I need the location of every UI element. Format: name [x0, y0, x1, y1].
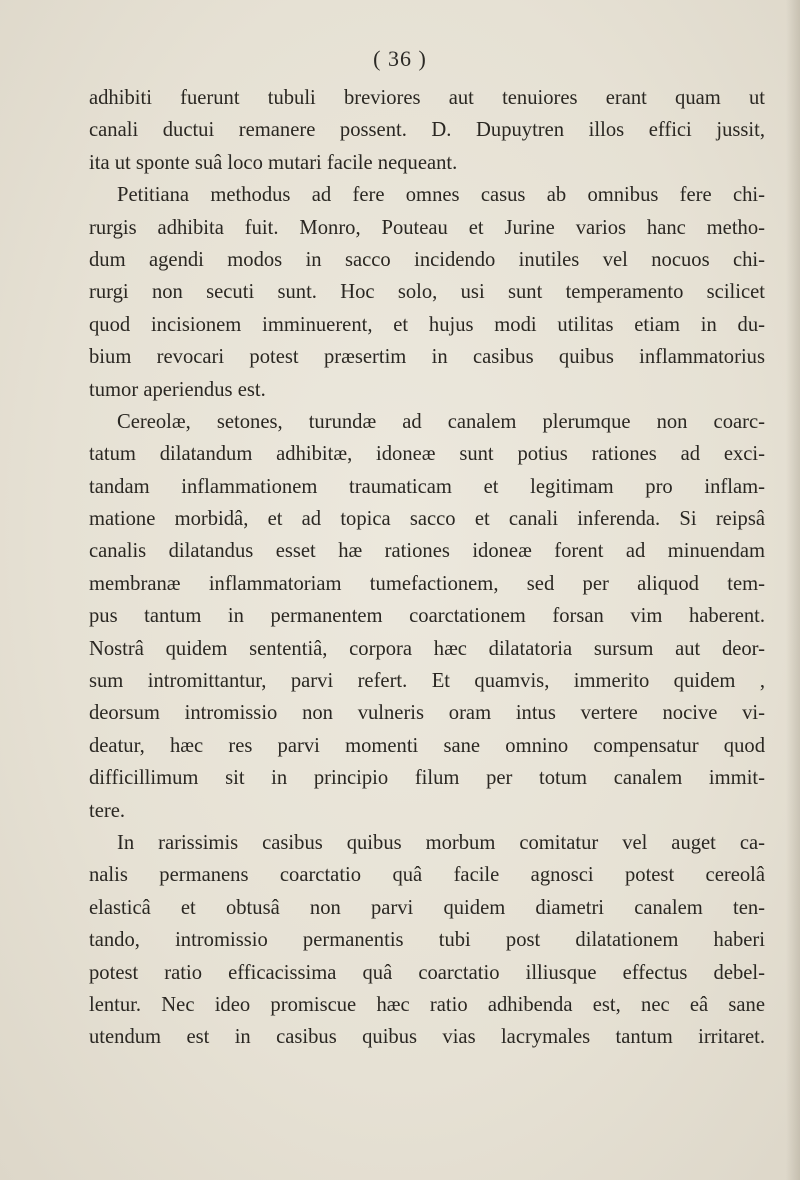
text-line: canali ductui remanere possent. D. Dupuytren illos effici jussit, — [89, 119, 765, 142]
paragraph-3 — [89, 406, 765, 827]
text-line: In rarissimis casibus quibus morbum comitatur vel auget ca- — [117, 831, 765, 854]
text-line: deorsum intromissio non vulneris oram intus vertere nocive vi- — [89, 702, 765, 725]
text-line: rurgis adhibita fuit. Monro, Pouteau et Jurine varios hanc metho- — [89, 216, 765, 239]
paragraph-1 — [89, 82, 765, 179]
text-line: lentur. Nec ideo promiscue hæc ratio adhibenda est, nec eâ sane — [89, 993, 765, 1016]
text-line: adhibiti fuerunt tubuli breviores aut tenuiores erant quam ut — [89, 87, 765, 109]
text-line: nalis permanens coarctatio quâ facile agnosci potest cereolâ — [89, 864, 765, 887]
text-line: pus tantum in permanentem coarctationem forsan vim haberent. — [89, 605, 765, 628]
text-line: deatur, hæc res parvi momenti sane omnino compensatur quod — [89, 734, 765, 757]
paragraph-2 — [89, 179, 765, 406]
text-line: ita ut sponte suâ loco mutari facile nequeant. — [89, 151, 458, 174]
text-line: tere. — [89, 799, 126, 822]
text-line: tatum dilatandum adhibitæ, idoneæ sunt potius rationes ad exci- — [89, 443, 765, 466]
text-line: difficillimum sit in principio filum per totum canalem immit- — [89, 767, 765, 790]
text-line: rurgi non secuti sunt. Hoc solo, usi sunt temperamento scilicet — [89, 281, 765, 304]
text-line: bium revocari potest præsertim in casibus quibus inflammatorius — [89, 346, 765, 369]
text-line: tando, intromissio permanentis tubi post dilatationem haberi — [89, 929, 765, 952]
text-line: sum intromittantur, parvi refert. Et quamvis, immerito quidem , — [89, 670, 765, 693]
text-line: potest ratio efficacissima quâ coarctatio illiusque effectus debel- — [89, 961, 765, 984]
text-line: tandam inflammationem traumaticam et legitimam pro inflam- — [89, 475, 765, 498]
text-line: canalis dilatandus esset hæ rationes idoneæ forent ad minuendam — [89, 540, 765, 563]
body-text — [89, 82, 765, 1054]
text-line: membranæ inflammatoriam tumefactionem, sed per aliquod tem- — [89, 572, 765, 595]
text-line: Cereolæ, setones, turundæ ad canalem plerumque non coarc- — [117, 410, 765, 433]
page-number: ( 36 ) — [373, 46, 427, 71]
page-edge-shadow — [786, 0, 800, 1180]
text-line: matione morbidâ, et ad topica sacco et canali inferenda. Si reipsâ — [89, 508, 765, 531]
text-line: Petitiana methodus ad fere omnes casus ab omnibus fere chi- — [117, 184, 765, 207]
text-line: dum agendi modos in sacco incidendo inutiles vel nocuos chi- — [89, 248, 765, 271]
text-line: elasticâ et obtusâ non parvi quidem diametri canalem ten- — [89, 896, 765, 919]
text-line: tumor aperiendus est. — [89, 378, 266, 401]
text-line: Nostrâ quidem sententiâ, corpora hæc dilatatoria sursum aut deor- — [89, 637, 765, 660]
text-line: quod incisionem imminuerent, et hujus modi utilitas etiam in du- — [89, 313, 765, 336]
paragraph-4 — [89, 827, 765, 1054]
text-line: utendum est in casibus quibus vias lacrymales tantum irritaret. — [89, 1026, 765, 1049]
